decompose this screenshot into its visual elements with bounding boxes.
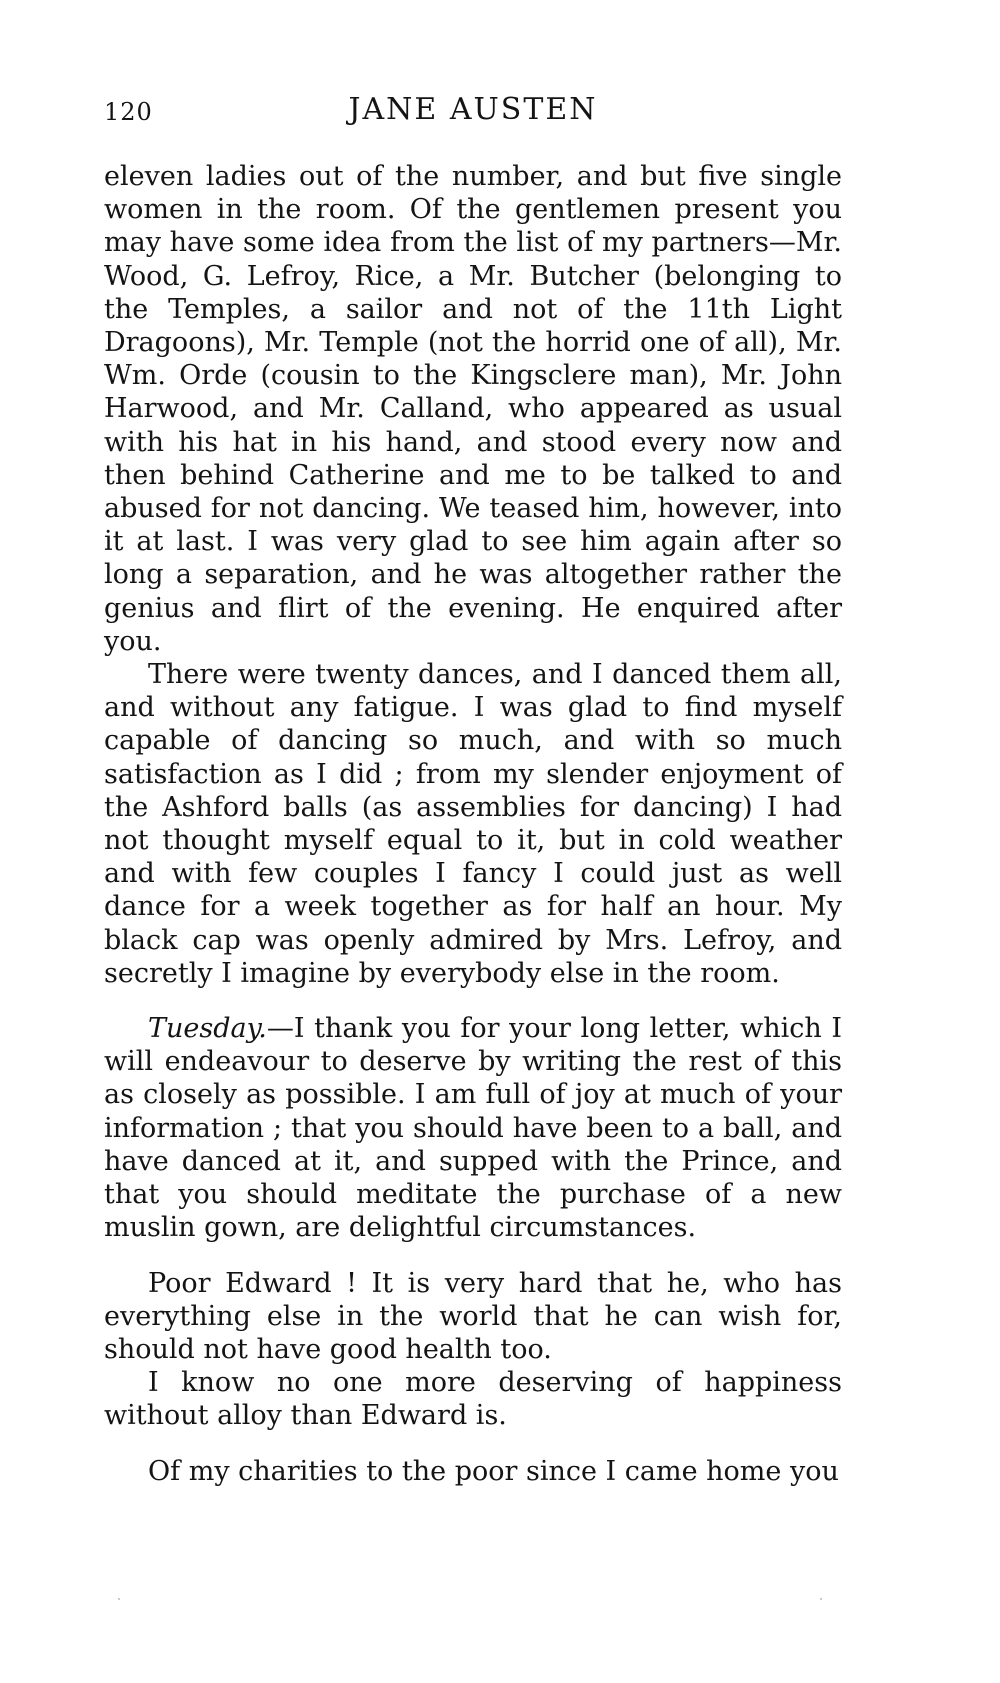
day-heading: Tuesday. [148, 1013, 267, 1045]
paragraph: Poor Edward ! It is very hard that he, who has everything else in the world that he can wish for, should not have good health too. [104, 1267, 842, 1365]
paragraph-text: —I thank you for your long letter, which I will endeavour to deserve by writing the rest of this as closely as possible. I am full of joy at much of your information ; that you should have been to a ball, and have danced at it, and supped with the Prince, and that you should meditate the purchase of a new muslin gown, are delightful circumstances. [104, 1013, 842, 1244]
paragraph: There were twenty dances, and I danced them all, and without any fatigue. I was glad to find myself capable of dancing so much, and with so much satisfaction as I did ; from my slender enjoyment of the Ashford balls (as assemblies for dancing) I had not thought myself equal to it, but in cold weather and with few couples I fancy I could just as well dance for a week together as for half an hour. My black cap was openly admired by Mrs. Lefroy, and secretly I imagine by everybody else in the room. [104, 659, 842, 989]
paragraph: eleven ladies out of the number, and but five single women in the room. Of the gentlemen present you may have some idea from the list of my partners—Mr. Wood, G. Lefroy, Rice, a Mr. Butcher (belonging to the Temples, a sailor and not of the 11th Light Dragoons), Mr. Temple (not the horrid one of all), Mr. Wm. Orde (cousin to the Kingsclere man), Mr. John Harwood, and Mr. Calland, who appeared as usual with his hat in his hand, and stood every now and then behind Catherine and me to be talked to and abused for not dancing. We teased him, however, into it at last. I was very glad to see him again after so long a separation, and he was altogether rather the genius and flirt of the evening. He enquired after you. [104, 161, 842, 657]
paragraph: I know no one more deserving of happiness without alloy than Edward is. [104, 1367, 842, 1432]
page-number: 120 [104, 98, 153, 126]
scan-speck [820, 1598, 822, 1600]
scan-specks [0, 1598, 1000, 1602]
page-header [104, 92, 842, 132]
body-text [104, 160, 842, 1488]
paragraph [104, 1012, 842, 1244]
paragraph: Of my charities to the poor since I came home you [148, 1455, 839, 1487]
running-head: JANE AUSTEN [348, 92, 598, 127]
scan-speck [118, 1598, 120, 1600]
